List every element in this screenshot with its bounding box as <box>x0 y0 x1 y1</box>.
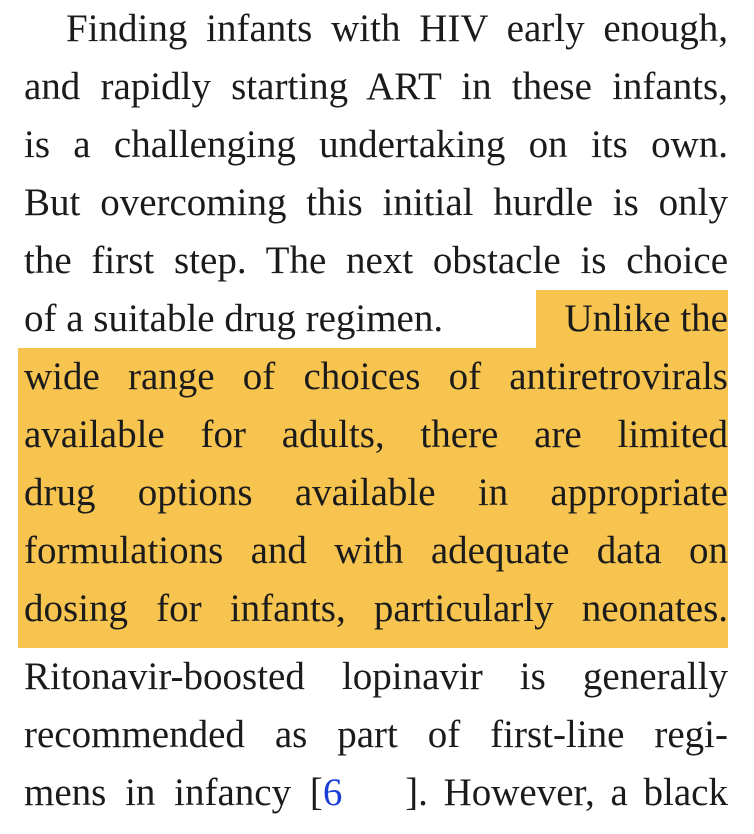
highlighted-line-9: drug options available in appropriate <box>24 471 728 514</box>
paragraph-line-1: Finding infants with HIV early enough, <box>66 7 728 50</box>
paragraph-line-5: the first step. The next obstacle is choice <box>24 239 728 282</box>
paragraph-line-13: recommended as part of first-line regi- <box>24 713 728 756</box>
paragraph-line-6-plain: of a suitable drug regimen. <box>24 297 444 340</box>
paragraph-line-4: But overcoming this initial hurdle is only <box>24 181 728 224</box>
highlighted-line-11: dosing for infants, particularly neonates. <box>24 587 728 630</box>
paragraph-line-3: is a challenging undertaking on its own. <box>24 123 728 166</box>
highlighted-line-7: wide range of choices of antiretrovirals <box>24 355 728 398</box>
paragraph-line-14 <box>24 764 728 822</box>
highlighted-line-8: available for adults, there are limited <box>24 413 728 456</box>
paragraph-line-14-start: mens in infancy [ <box>24 771 323 814</box>
paragraph-line-14-end: ]. However, a black <box>405 771 728 814</box>
paragraph-line-2: and rapidly starting ART in these infants, <box>24 65 728 108</box>
citation-link[interactable]: 6 <box>322 771 343 814</box>
paragraph-line-6 <box>24 290 728 348</box>
highlighted-text-start: Unlike the <box>564 297 728 340</box>
paragraph-line-12: Ritonavir-boosted lopinavir is generally <box>24 655 728 698</box>
highlighted-line-10: formulations and with adequate data on <box>24 529 728 572</box>
